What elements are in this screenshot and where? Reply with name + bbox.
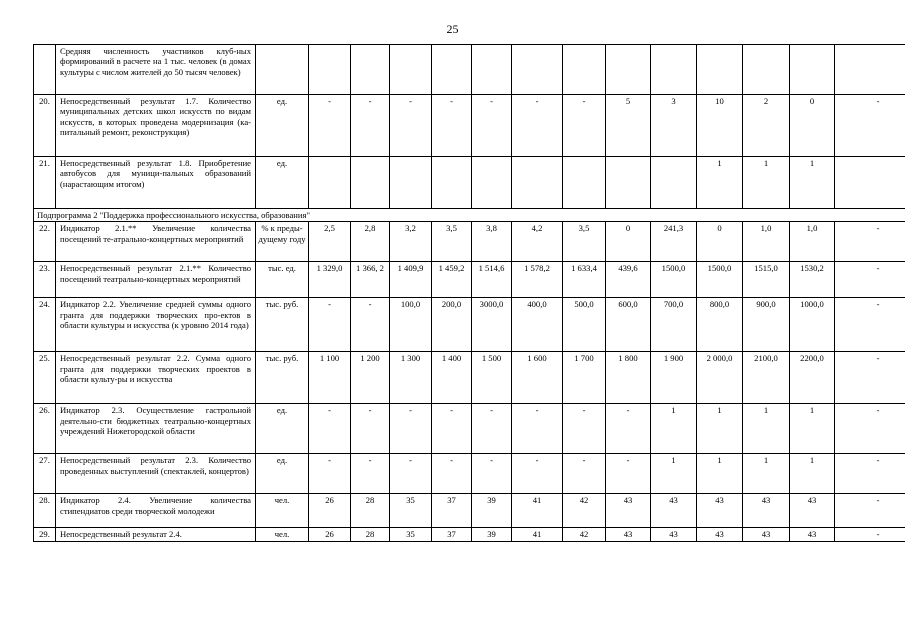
subprogram-title: Подпрограмма 2 "Поддержка профессионального искусства, образования" <box>34 209 905 222</box>
value-cell: - <box>432 404 472 454</box>
value-cell: 28 <box>351 494 390 528</box>
value-cell: 43 <box>743 494 790 528</box>
table-row <box>34 528 905 542</box>
row-number: 23. <box>34 262 56 298</box>
value-cell: - <box>563 95 606 157</box>
value-cell: - <box>512 95 563 157</box>
value-cell: 1 <box>743 157 790 209</box>
value-cell: 1 <box>697 454 743 494</box>
value-cell <box>309 45 351 95</box>
value-cell: - <box>835 222 905 262</box>
value-cell: 35 <box>390 494 432 528</box>
unit-cell: чел. <box>256 494 309 528</box>
value-cell: 1 600 <box>512 352 563 404</box>
value-cell: 28 <box>351 528 390 542</box>
value-cell: 43 <box>743 528 790 542</box>
value-cell: 1 300 <box>390 352 432 404</box>
value-cell: - <box>390 404 432 454</box>
indicator-description: Непосредственный результат 2.2. Сумма одного гранта для поддержки творческих проектов в области культу-ры и искусства <box>56 352 256 404</box>
value-cell <box>743 45 790 95</box>
value-cell: 1,0 <box>790 222 835 262</box>
unit-cell: чел. <box>256 528 309 542</box>
table-row <box>34 298 905 352</box>
unit-cell: ед. <box>256 95 309 157</box>
indicator-description: Непосредственный результат 2.3. Количество проведенных выступлений (спектаклей, концертов) <box>56 454 256 494</box>
value-cell: 1 900 <box>651 352 697 404</box>
value-cell: 0 <box>790 95 835 157</box>
value-cell: 1 459,2 <box>432 262 472 298</box>
value-cell: 500,0 <box>563 298 606 352</box>
value-cell <box>835 45 905 95</box>
value-cell: - <box>351 298 390 352</box>
unit-cell: тыс. руб. <box>256 298 309 352</box>
value-cell: 1 800 <box>606 352 651 404</box>
value-cell <box>309 157 351 209</box>
value-cell: 439,6 <box>606 262 651 298</box>
value-cell: - <box>512 404 563 454</box>
value-cell: - <box>606 454 651 494</box>
indicator-description: Средняя численность участников клуб-ных формирований в расчете на 1 тыс. человек (в домах культуры с числом жителей до 50 тысяч человек) <box>56 45 256 95</box>
value-cell: 1 409,9 <box>390 262 432 298</box>
value-cell: - <box>606 404 651 454</box>
value-cell: 2200,0 <box>790 352 835 404</box>
table-row <box>34 352 905 404</box>
value-cell: - <box>351 404 390 454</box>
indicator-description: Индикатор 2.2. Увеличение средней суммы одного гранта для поддержки творческих про-ектов в области культуры и искусства (к уровню 2014 года) <box>56 298 256 352</box>
value-cell: 1 578,2 <box>512 262 563 298</box>
value-cell: 1 633,4 <box>563 262 606 298</box>
value-cell: 1 <box>651 404 697 454</box>
value-cell: 43 <box>697 494 743 528</box>
value-cell: - <box>512 454 563 494</box>
value-cell <box>472 45 512 95</box>
unit-cell <box>256 45 309 95</box>
indicator-description: Индикатор 2.4. Увеличение количества стипендиатов среди творческой молодежи <box>56 494 256 528</box>
table-row <box>34 454 905 494</box>
value-cell: 26 <box>309 494 351 528</box>
value-cell <box>651 45 697 95</box>
value-cell: 1500,0 <box>697 262 743 298</box>
value-cell <box>512 157 563 209</box>
value-cell: 1530,2 <box>790 262 835 298</box>
value-cell: 10 <box>697 95 743 157</box>
indicator-description: Индикатор 2.1.** Увеличение количества посещений те-атрально-концертных мероприятий <box>56 222 256 262</box>
value-cell: 43 <box>651 528 697 542</box>
indicator-description: Непосредственный результат 1.8. Приобретение автобусов для муници-пальных образований (нарастающим итогом) <box>56 157 256 209</box>
value-cell: 42 <box>563 494 606 528</box>
value-cell: - <box>432 95 472 157</box>
value-cell: - <box>472 404 512 454</box>
value-cell: 1 <box>790 454 835 494</box>
value-cell: - <box>309 454 351 494</box>
page-number: 25 <box>446 22 459 36</box>
indicators-table <box>33 44 905 542</box>
value-cell: - <box>309 404 351 454</box>
value-cell: 1,0 <box>743 222 790 262</box>
value-cell <box>512 45 563 95</box>
table-row <box>34 404 905 454</box>
value-cell: 1 100 <box>309 352 351 404</box>
value-cell <box>351 157 390 209</box>
value-cell: 35 <box>390 528 432 542</box>
value-cell: 41 <box>512 494 563 528</box>
value-cell: 1 <box>743 454 790 494</box>
value-cell: 2 000,0 <box>697 352 743 404</box>
value-cell: 43 <box>606 528 651 542</box>
value-cell: 43 <box>697 528 743 542</box>
unit-cell: ед. <box>256 404 309 454</box>
value-cell: - <box>563 404 606 454</box>
value-cell: - <box>432 454 472 494</box>
table-row <box>34 222 905 262</box>
value-cell: 900,0 <box>743 298 790 352</box>
value-cell: 1 <box>790 157 835 209</box>
value-cell: 1515,0 <box>743 262 790 298</box>
value-cell: 42 <box>563 528 606 542</box>
value-cell: 41 <box>512 528 563 542</box>
value-cell: 3,8 <box>472 222 512 262</box>
value-cell: - <box>835 454 905 494</box>
value-cell <box>606 157 651 209</box>
value-cell <box>790 45 835 95</box>
value-cell: 37 <box>432 494 472 528</box>
value-cell: 3,5 <box>563 222 606 262</box>
value-cell: 1 400 <box>432 352 472 404</box>
table-row <box>34 157 905 209</box>
value-cell <box>563 45 606 95</box>
value-cell: 4,2 <box>512 222 563 262</box>
value-cell: 3000,0 <box>472 298 512 352</box>
value-cell <box>606 45 651 95</box>
value-cell: - <box>835 262 905 298</box>
value-cell <box>835 157 905 209</box>
value-cell: 1 514,6 <box>472 262 512 298</box>
value-cell: 600,0 <box>606 298 651 352</box>
indicator-description: Непосредственный результат 1.7. Количество муниципальных детских школ искусств по видам искусств, в которых проведена модернизация (ка-питальный ремонт, реконструкция) <box>56 95 256 157</box>
value-cell: 39 <box>472 528 512 542</box>
row-number: 28. <box>34 494 56 528</box>
value-cell: 3,5 <box>432 222 472 262</box>
value-cell: - <box>835 528 905 542</box>
row-number: 26. <box>34 404 56 454</box>
value-cell: 1 <box>790 404 835 454</box>
unit-cell: тыс. руб. <box>256 352 309 404</box>
value-cell: 3,2 <box>390 222 432 262</box>
value-cell: - <box>563 454 606 494</box>
value-cell: 2,5 <box>309 222 351 262</box>
value-cell: 800,0 <box>697 298 743 352</box>
value-cell: - <box>309 298 351 352</box>
value-cell: - <box>390 454 432 494</box>
value-cell: 26 <box>309 528 351 542</box>
value-cell: - <box>390 95 432 157</box>
value-cell: 241,3 <box>651 222 697 262</box>
value-cell <box>432 157 472 209</box>
value-cell: - <box>835 352 905 404</box>
value-cell: 0 <box>697 222 743 262</box>
row-number: 27. <box>34 454 56 494</box>
value-cell: 5 <box>606 95 651 157</box>
value-cell: 100,0 <box>390 298 432 352</box>
value-cell: 1 <box>651 454 697 494</box>
value-cell: - <box>309 95 351 157</box>
indicator-description: Непосредственный результат 2.4. <box>56 528 256 542</box>
value-cell: - <box>472 454 512 494</box>
value-cell: - <box>835 494 905 528</box>
value-cell: 1 <box>697 404 743 454</box>
unit-cell: ед. <box>256 157 309 209</box>
value-cell: 43 <box>790 528 835 542</box>
value-cell: 39 <box>472 494 512 528</box>
value-cell: 1500,0 <box>651 262 697 298</box>
value-cell: 200,0 <box>432 298 472 352</box>
value-cell: 2100,0 <box>743 352 790 404</box>
row-number <box>34 45 56 95</box>
value-cell <box>697 45 743 95</box>
row-number: 20. <box>34 95 56 157</box>
value-cell: 2,8 <box>351 222 390 262</box>
value-cell <box>472 157 512 209</box>
value-cell <box>390 157 432 209</box>
value-cell: 400,0 <box>512 298 563 352</box>
table-row <box>34 262 905 298</box>
value-cell: - <box>351 454 390 494</box>
table-body <box>34 45 905 542</box>
value-cell: 1 <box>697 157 743 209</box>
value-cell: 1 366, 2 <box>351 262 390 298</box>
value-cell: 43 <box>651 494 697 528</box>
table-row <box>34 95 905 157</box>
value-cell: 2 <box>743 95 790 157</box>
value-cell: 43 <box>790 494 835 528</box>
unit-cell: тыс. ед. <box>256 262 309 298</box>
value-cell: 1 200 <box>351 352 390 404</box>
unit-cell: % к преды-дущему году <box>256 222 309 262</box>
value-cell <box>390 45 432 95</box>
value-cell: 1 329,0 <box>309 262 351 298</box>
value-cell: 43 <box>606 494 651 528</box>
row-number: 24. <box>34 298 56 352</box>
row-number: 22. <box>34 222 56 262</box>
value-cell: 0 <box>606 222 651 262</box>
value-cell: - <box>835 404 905 454</box>
value-cell: - <box>835 95 905 157</box>
indicator-description: Непосредственный результат 2.1.** Количество посещений театрально-концертных мероприятий <box>56 262 256 298</box>
value-cell: - <box>835 298 905 352</box>
value-cell: 37 <box>432 528 472 542</box>
table-row <box>34 494 905 528</box>
value-cell: 700,0 <box>651 298 697 352</box>
value-cell: 1 500 <box>472 352 512 404</box>
row-number: 21. <box>34 157 56 209</box>
unit-cell: ед. <box>256 454 309 494</box>
value-cell: 1 <box>743 404 790 454</box>
value-cell <box>432 45 472 95</box>
value-cell: 3 <box>651 95 697 157</box>
value-cell <box>563 157 606 209</box>
indicator-description: Индикатор 2.3. Осуществление гастрольной деятельно-сти бюджетных театрально-концертных учреждений Нижегородской области <box>56 404 256 454</box>
subprogram-row <box>34 209 905 222</box>
row-number: 25. <box>34 352 56 404</box>
value-cell <box>651 157 697 209</box>
table-row <box>34 45 905 95</box>
value-cell <box>351 45 390 95</box>
value-cell: - <box>351 95 390 157</box>
value-cell: 1000,0 <box>790 298 835 352</box>
value-cell: 1 700 <box>563 352 606 404</box>
value-cell: - <box>472 95 512 157</box>
row-number: 29. <box>34 528 56 542</box>
